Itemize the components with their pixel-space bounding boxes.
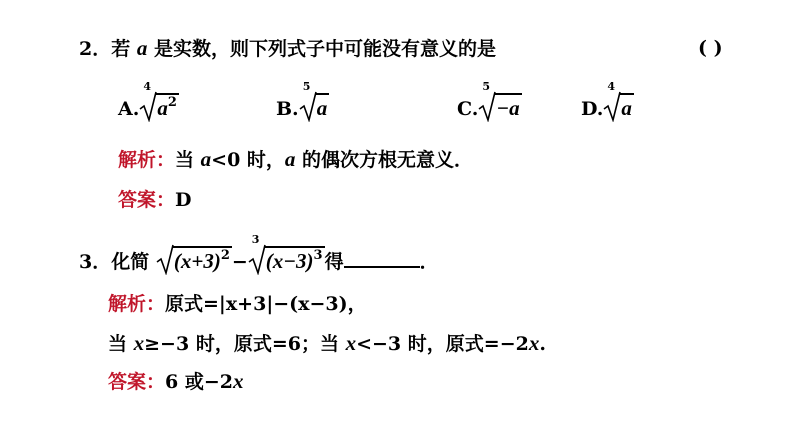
question-2-stem <box>79 37 496 60</box>
exponent: 3 <box>313 248 323 263</box>
question-2-suffix: 是实数，则下列式子中可能没有意义的是 <box>154 38 497 60</box>
radical-expression <box>299 80 330 121</box>
analysis-variable: x <box>528 331 540 355</box>
radicand: a <box>157 96 168 120</box>
option-d-label: D. <box>581 98 604 120</box>
radicand: a <box>621 96 632 120</box>
radical-index: 5 <box>302 80 311 93</box>
analysis-label: 解析： <box>108 293 166 315</box>
radicand: (x+3) <box>173 249 221 273</box>
radicand: −a <box>496 96 520 120</box>
radical-sign-icon <box>139 90 157 122</box>
question-3-stem <box>79 233 439 277</box>
question-3-analysis-line-1 <box>108 293 367 315</box>
analysis-variable: a <box>284 147 296 171</box>
radical-sign-icon <box>248 243 266 275</box>
question-2-variable: a <box>136 36 148 60</box>
radical-sign-icon <box>478 90 496 122</box>
question-3-suffix: 得 <box>324 251 344 273</box>
radicand: a <box>316 96 328 120</box>
radicand: (x−3) <box>265 249 314 273</box>
option-b-label: B. <box>276 98 299 120</box>
option-b <box>276 80 329 121</box>
analysis-text: 原式=|x+3|−(x−3)， <box>165 293 367 315</box>
option-a <box>118 80 179 124</box>
option-a-label: A. <box>118 98 140 120</box>
question-2-analysis <box>118 148 473 171</box>
analysis-text: <−3 时，原式=−2 <box>356 333 529 355</box>
radical-expression <box>603 80 634 121</box>
question-3-analysis-line-2 <box>108 332 546 355</box>
analysis-text: ≥−3 时，原式=6；当 <box>144 333 339 355</box>
question-2-answer <box>118 189 192 211</box>
answer-blank[interactable] <box>344 250 420 268</box>
answer-variable: x <box>233 369 244 393</box>
radical-index: 4 <box>143 80 152 93</box>
answer-label: 答案： <box>118 189 176 211</box>
answer-value: 6 或−2 <box>165 371 233 393</box>
analysis-text: 当 <box>108 333 128 355</box>
question-3-period: ． <box>419 251 439 273</box>
analysis-text: 的偶次方根无意义． <box>302 149 474 171</box>
question-3-answer <box>108 370 244 393</box>
radical-expression <box>156 246 232 277</box>
radical-sign-icon <box>156 243 174 275</box>
question-3-prefix: ．化简 <box>92 251 150 273</box>
option-d <box>581 80 634 121</box>
radical-expression <box>478 80 521 121</box>
analysis-text: <0 时， <box>211 149 285 171</box>
question-2-prefix: ．若 <box>92 38 131 60</box>
analysis-variable: x <box>133 331 145 355</box>
radical-expression <box>139 80 179 124</box>
radical-sign-icon <box>603 90 621 122</box>
exponent: 2 <box>220 248 230 263</box>
option-c-label: C. <box>457 98 479 120</box>
radical-index: 5 <box>482 80 491 93</box>
minus-sign: − <box>231 251 248 273</box>
radical-index: 4 <box>607 80 616 93</box>
answer-label: 答案： <box>108 371 166 393</box>
analysis-variable: a <box>200 147 212 171</box>
radical-index: 3 <box>251 233 260 246</box>
option-c <box>457 80 522 121</box>
question-2-number: 2 <box>79 38 93 60</box>
answer-value: D <box>175 189 192 211</box>
exponent: 2 <box>167 95 177 110</box>
analysis-text: . <box>539 333 546 355</box>
analysis-variable: x <box>345 331 357 355</box>
analysis-text: 当 <box>175 149 195 171</box>
answer-parentheses: ( ) <box>698 37 723 59</box>
radical-sign-icon <box>299 90 317 122</box>
question-3-number: 3 <box>79 251 93 273</box>
analysis-label: 解析： <box>118 149 176 171</box>
radical-expression <box>248 233 325 277</box>
